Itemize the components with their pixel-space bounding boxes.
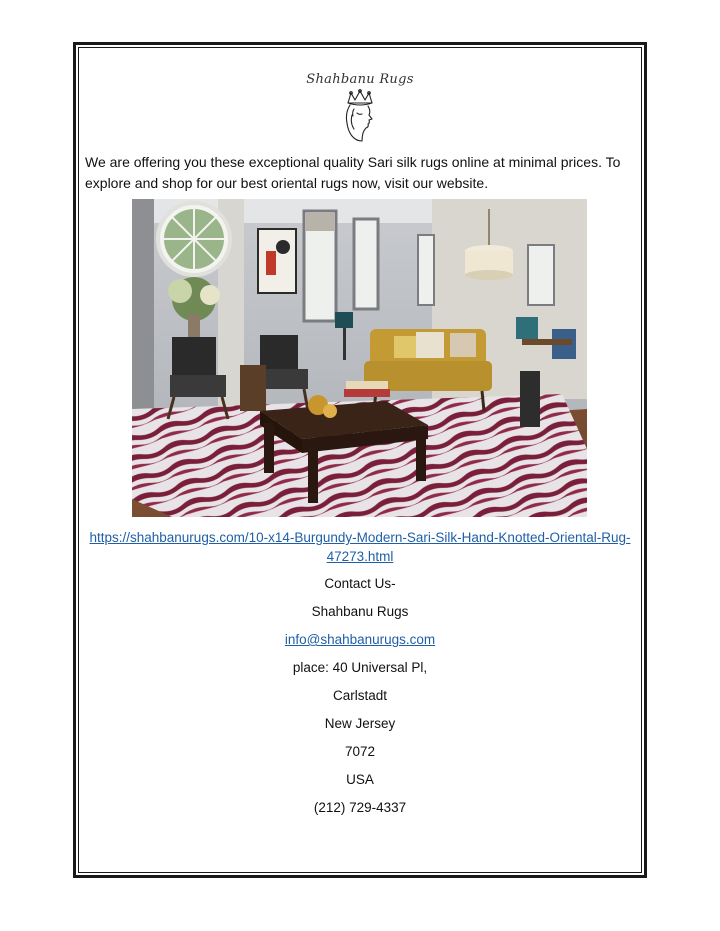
- email-line: [85, 631, 635, 649]
- address-country: USA: [346, 772, 374, 787]
- crowned-queen-profile-icon: [338, 89, 382, 145]
- company-name: Shahbanu Rugs: [311, 604, 409, 619]
- brand-logo: [300, 72, 420, 150]
- contact-heading: Contact Us-: [324, 576, 396, 591]
- phone-number: (212) 729-4337: [313, 800, 407, 815]
- product-link-line2[interactable]: 47273.html: [326, 549, 394, 564]
- address-place: place: 40 Universal Pl,: [292, 660, 428, 675]
- email-link[interactable]: info@shahbanurugs.com: [284, 632, 436, 647]
- address-state: New Jersey: [324, 716, 396, 731]
- living-room-rug-photo: [132, 199, 587, 517]
- intro-paragraph: We are offering you these exceptional quality Sari silk rugs online at minimal prices. To explore and shop for our best oriental rugs now, visit our website.: [85, 154, 621, 191]
- product-link-line1[interactable]: https://shahbanurugs.com/10-x14-Burgundy-Modern-Sari-Silk-Hand-Knotted-Oriental-Rug-: [89, 530, 631, 545]
- address-zip: 7072: [344, 744, 376, 759]
- logo-script-text: Shahbanu Rugs: [306, 72, 414, 87]
- address-city: Carlstadt: [332, 688, 388, 703]
- product-link[interactable]: [85, 528, 635, 566]
- room-illustration: [132, 199, 587, 517]
